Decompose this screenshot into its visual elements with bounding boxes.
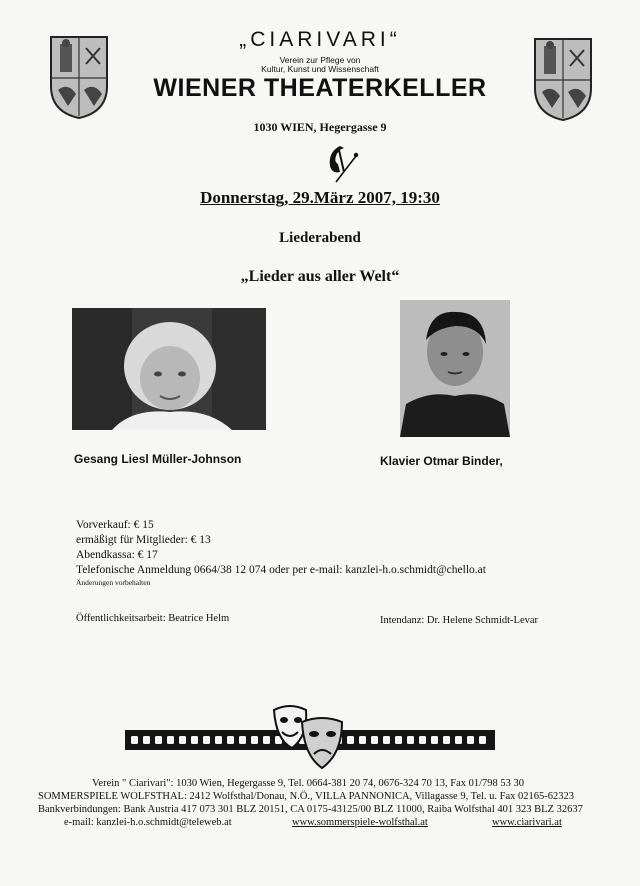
- photo-otmar-binder: [400, 300, 510, 437]
- event-date: Donnerstag, 29.März 2007, 19:30: [200, 188, 440, 207]
- venue-title: WIENER THEATERKELLER: [153, 74, 487, 102]
- film-perforation: [383, 736, 390, 744]
- credit-director: Intendanz: Dr. Helene Schmidt-Levar: [380, 615, 539, 626]
- price-box-office: Abendkassa: € 17: [76, 549, 158, 561]
- film-perforation: [347, 736, 354, 744]
- music-note-logo-icon: [326, 142, 360, 184]
- film-perforation: [359, 736, 366, 744]
- film-perforation: [479, 736, 486, 744]
- credit-pr: Öffentlichkeitsarbeit: Beatrice Helm: [76, 613, 230, 624]
- film-perforation: [455, 736, 462, 744]
- film-perforation: [419, 736, 426, 744]
- club-subtitle-2: Kultur, Kunst und Wissenschaft: [261, 64, 379, 74]
- footer-association: Verein " Ciarivari": 1030 Wien, Hegergasse 9, Tel. 0664-381 20 74, 0676-324 70 13, Fax 01/798 53 30: [92, 778, 525, 789]
- film-perforation: [239, 736, 246, 744]
- club-subtitle-1: Verein zur Pflege von: [279, 55, 361, 65]
- film-perforation: [143, 736, 150, 744]
- film-perforation: [179, 736, 186, 744]
- event-type: Liederabend: [279, 230, 361, 246]
- film-perforation: [215, 736, 222, 744]
- film-perforation: [155, 736, 162, 744]
- film-perforation: [371, 736, 378, 744]
- theatre-masks-icon: [268, 700, 348, 774]
- film-perforation: [191, 736, 198, 744]
- film-perforation: [131, 736, 138, 744]
- footer-link-sommerspiele[interactable]: www.sommerspiele-wolfsthal.at: [292, 817, 428, 828]
- venue-address: 1030 WIEN, Hegergasse 9: [253, 120, 387, 134]
- changes-note: Änderungen vorbehalten: [76, 578, 151, 587]
- film-perforation: [467, 736, 474, 744]
- footer-email[interactable]: e-mail: kanzlei-h.o.schmidt@teleweb.at: [64, 817, 232, 828]
- footer-summer-festival: SOMMERSPIELE WOLFSTHAL: 2412 Wolfsthal/Donau, N.Ö., VILLA PANNONICA, Villagasse 9, Tel. u. Fax 02165-62323: [38, 791, 575, 802]
- price-presale: Vorverkauf: € 15: [76, 519, 154, 531]
- film-perforation: [395, 736, 402, 744]
- film-perforation: [431, 736, 438, 744]
- club-name: „CIARIVARI“: [239, 28, 401, 51]
- footer-bank-details: Bankverbindungen: Bank Austria 417 073 301 BLZ 20151, CA 0175-43125/00 BLZ 11000, Raiba Wolfsthal 401 323 BLZ 32637: [38, 804, 583, 815]
- film-perforation: [227, 736, 234, 744]
- price-members: ermäßigt für Mitglieder: € 13: [76, 534, 211, 546]
- photo-liesl-mueller-johnson: [72, 308, 266, 430]
- film-perforation: [203, 736, 210, 744]
- caption-pianist: Klavier Otmar Binder,: [380, 454, 503, 468]
- footer-link-ciarivari[interactable]: www.ciarivari.at: [492, 817, 562, 828]
- film-perforation: [407, 736, 414, 744]
- booking-info: Telefonische Anmeldung 0664/38 12 074 oder per e-mail: kanzlei-h.o.schmidt@chello.at: [76, 564, 486, 576]
- film-perforation: [443, 736, 450, 744]
- film-perforation: [251, 736, 258, 744]
- film-perforation: [167, 736, 174, 744]
- event-title: „Lieder aus aller Welt“: [240, 268, 400, 285]
- caption-singer: Gesang Liesl Müller-Johnson: [74, 452, 242, 466]
